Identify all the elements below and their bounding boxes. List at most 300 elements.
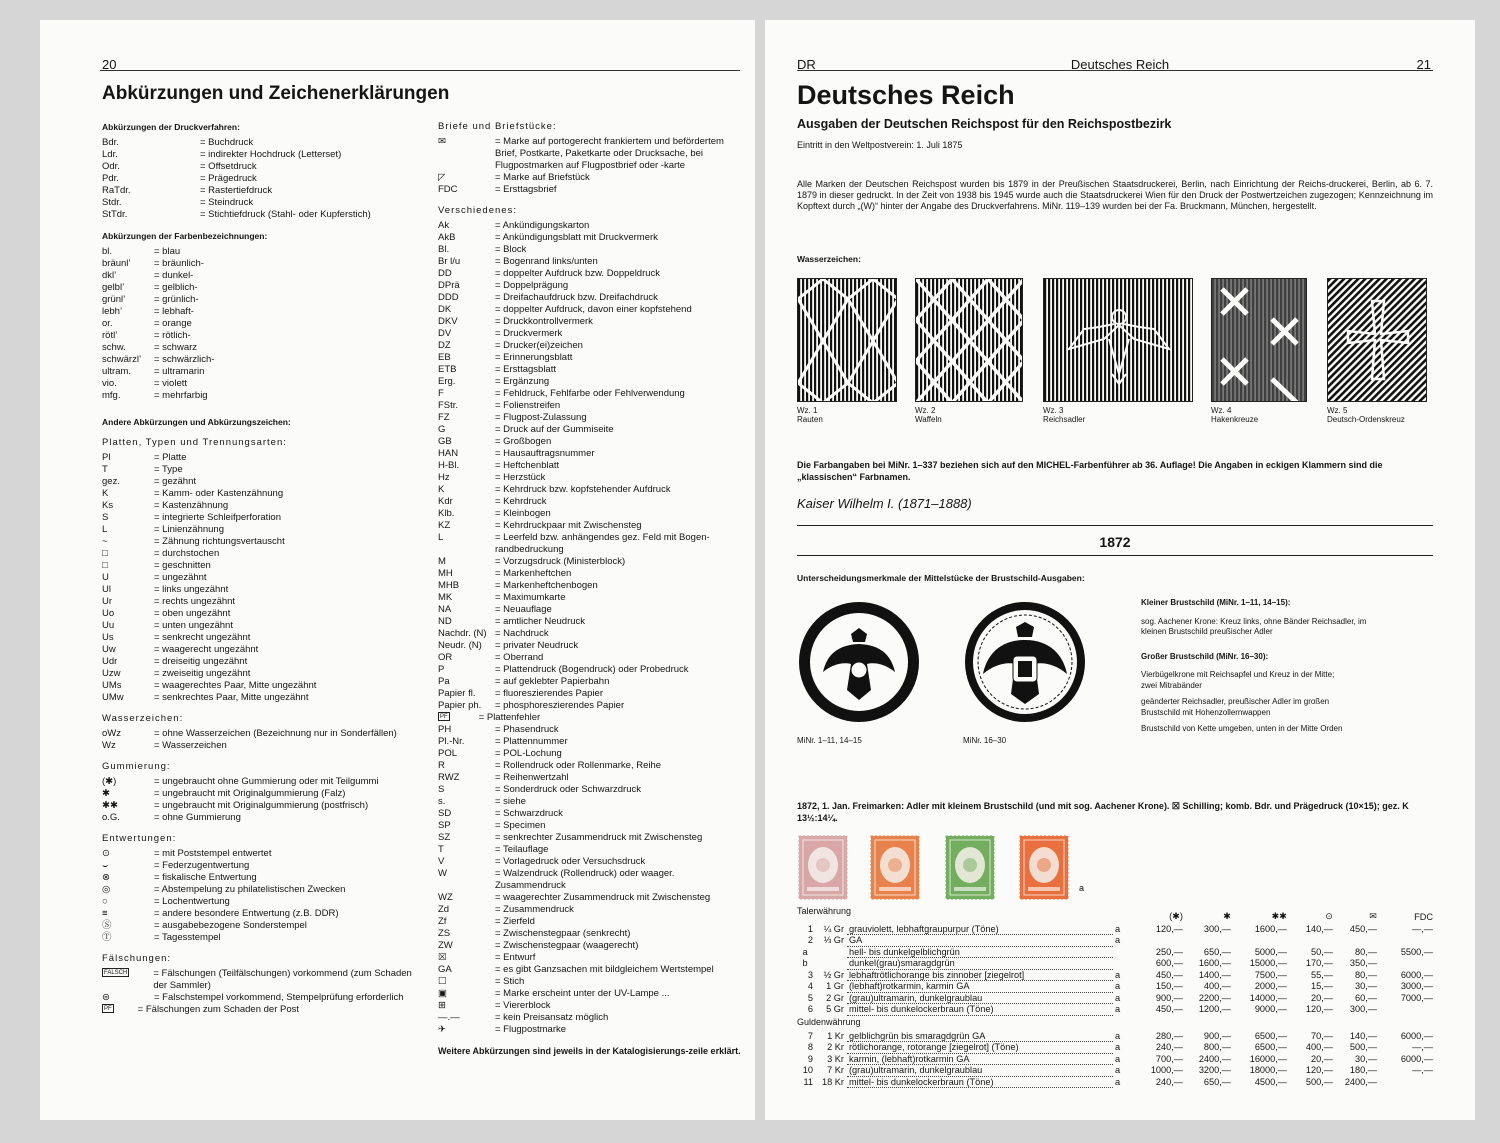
- platten-row: [102, 536, 427, 548]
- col-spacer: [847, 911, 1113, 923]
- versch-meaning: = Dreifachaufdruck bzw. Dreifachdruck: [495, 292, 658, 303]
- versch-meaning: = Zusammendruck: [495, 904, 574, 915]
- price-col-header: FDC: [1414, 911, 1433, 922]
- wasser-row: [102, 740, 427, 752]
- versch-row: [438, 616, 743, 628]
- versch-row: [438, 700, 743, 712]
- entwertung-abbr: Ⓣ: [102, 932, 112, 943]
- wz2-name: Waffeln: [915, 415, 942, 424]
- entwertung-row: [102, 908, 427, 920]
- versch-row: [438, 940, 743, 952]
- versch-row: [438, 640, 743, 652]
- color-description: (grau)ultramarin, dunkelgraublau: [847, 992, 1113, 1004]
- type-letter: a: [1115, 992, 1121, 1003]
- versch-row: [438, 400, 743, 412]
- farben-heading: Abkürzungen der Farbenbezeichnungen:: [102, 231, 268, 241]
- versch-meaning: = fluoreszierendes Papier: [495, 688, 603, 699]
- versch-row: [438, 808, 743, 820]
- wz5-no: Wz. 5: [1327, 406, 1348, 415]
- type-letter: a: [1115, 981, 1121, 992]
- versch-meaning: = Plattennummer: [495, 736, 568, 747]
- farben-row: [102, 354, 427, 366]
- klein-text: sog. Aachener Krone: Kreuz links, ohne Bänder Reichsadler, im kleinen Brustschild preußischer Adler: [1141, 616, 1367, 636]
- versch-meaning: = Marke erscheint unter der UV-Lampe ...: [495, 988, 670, 999]
- price-value: 16000,—: [1249, 1053, 1287, 1064]
- andere-heading: Andere Abkürzungen und Abkürzungszeichen:: [102, 417, 291, 427]
- versch-meaning: = kein Preisansatz möglich: [495, 1012, 609, 1023]
- gummi-meaning: = ungebraucht mit Originalgummierung (postfrisch): [154, 800, 369, 811]
- kaiser-heading: Kaiser Wilhelm I. (1871–1888): [797, 496, 972, 511]
- versch-abbr: GA: [438, 964, 452, 975]
- price-value: 300,—: [1349, 1004, 1377, 1015]
- price-row: [797, 1053, 1433, 1065]
- versch-row: [438, 460, 743, 472]
- versch-meaning: = Viererblock: [495, 1000, 551, 1011]
- versch-abbr: Papier ph.: [438, 700, 482, 711]
- price-value: 2400,—: [1198, 1053, 1231, 1064]
- druck-abbr: Pdr.: [102, 173, 119, 184]
- face-value: 1 Gr: [826, 981, 844, 992]
- versch-abbr: ETB: [438, 364, 457, 375]
- versch-row: [438, 472, 743, 484]
- farben-abbr: bl.: [102, 246, 113, 257]
- price-value: 1000,—: [1150, 1065, 1183, 1076]
- wz3-pattern-image: [1043, 278, 1193, 402]
- price-value: 3000,—: [1400, 981, 1433, 992]
- versch-abbr: H-Bl.: [438, 460, 460, 471]
- versch-row: [438, 448, 743, 460]
- farb-note: Die Farbangaben bei MiNr. 1–337 beziehen sich auf den MICHEL-Farbenführer ab 36. Auflage! Die Angaben in eckigen Klammern sind die „klassischen“ Farbnamen.: [797, 460, 1383, 482]
- versch-abbr: DD: [438, 268, 452, 279]
- versch-abbr: RWZ: [438, 772, 460, 783]
- versch-row: [438, 892, 743, 904]
- versch-row: [438, 436, 743, 448]
- versch-row: [438, 568, 743, 580]
- price-value: 5500,—: [1400, 946, 1433, 957]
- druck-row: [102, 197, 427, 209]
- versch-row: [438, 736, 743, 748]
- wz5-name: Deutsch-Ordenskreuz: [1327, 415, 1405, 424]
- gummi-abbr: ✱✱: [102, 800, 118, 811]
- versch-row: [438, 1024, 743, 1036]
- stamp-type-label: a: [1079, 883, 1085, 893]
- platten-row: [102, 656, 427, 668]
- wz2: [915, 278, 1023, 424]
- farben-abbr: schw.: [102, 342, 126, 353]
- price-value: 9000,—: [1254, 1004, 1287, 1015]
- farben-abbr: or.: [102, 318, 113, 329]
- versch-row: [438, 328, 743, 340]
- versch-abbr: DK: [438, 304, 452, 315]
- faelschung-row: [102, 968, 427, 992]
- wz5: [1327, 278, 1427, 424]
- farben-row: [102, 342, 427, 354]
- left-header-rule: [100, 55, 740, 71]
- platten-meaning: = Zähnung richtungsvertauscht: [154, 536, 285, 547]
- type-letter: a: [1115, 1065, 1121, 1076]
- gummi-heading: Gummierung:: [102, 761, 171, 772]
- druck-meaning: = Steindruck: [200, 197, 254, 208]
- faelschung-meaning: = Falschstempel vorkommend, Stempelprüfung erforderlich: [154, 992, 404, 1003]
- versch-row: [438, 628, 743, 640]
- type-letter: a: [1115, 1076, 1121, 1087]
- farben-abbr: lebh’: [102, 306, 123, 317]
- wz1: [797, 278, 897, 424]
- price-value: 1200,—: [1198, 1004, 1231, 1015]
- price-value: 55,—: [1311, 969, 1333, 980]
- price-value: [1135, 935, 1183, 947]
- platten-meaning: = zweiseitig ungezähnt: [154, 668, 251, 679]
- type-letter: a: [1115, 935, 1121, 946]
- versch-meaning: = waagerechter Zusammendruck mit Zwischensteg: [495, 892, 711, 903]
- price-value: 18000,—: [1249, 1065, 1287, 1076]
- versch-abbr: Nachdr. (N): [438, 628, 487, 639]
- price-value: —,—: [1412, 1042, 1433, 1053]
- faelschung-row: [102, 1004, 427, 1016]
- abbrev-column-right: [438, 112, 743, 1057]
- shield-large: [963, 600, 1088, 745]
- versch-meaning: = Walzendruck (Rollendruck) oder waager. Zusammendruck: [495, 868, 675, 891]
- versch-row: [438, 964, 743, 976]
- versch-abbr: T: [438, 844, 444, 855]
- versch-abbr: PH: [438, 724, 452, 735]
- price-value: [1377, 958, 1433, 970]
- versch-abbr: SD: [438, 808, 452, 819]
- versch-meaning: = Druck auf der Gummiseite: [495, 424, 614, 435]
- platten-abbr: K: [102, 488, 109, 499]
- versch-row: [438, 604, 743, 616]
- color-description: hell- bis dunkelgelblichgrün: [847, 946, 1113, 958]
- versch-row: [438, 952, 743, 964]
- price-value: 450,—: [1155, 1004, 1183, 1015]
- cat-number: 3: [807, 969, 813, 980]
- versch-row: [438, 916, 743, 928]
- wasser-meaning: = ohne Wasserzeichen (Bezeichnung nur in Sonderfällen): [154, 728, 397, 739]
- versch-row: [438, 304, 743, 316]
- entwertung-row: [102, 848, 427, 860]
- cat-number: 10: [802, 1065, 813, 1076]
- shield-small: [797, 600, 922, 745]
- price-value: 50,—: [1311, 946, 1333, 957]
- versch-abbr: Ak: [438, 220, 450, 231]
- versch-row: [438, 592, 743, 604]
- versch-abbr: S: [438, 784, 445, 795]
- platten-meaning: = Kastenzähnung: [154, 500, 229, 511]
- versch-meaning: = Ergänzung: [495, 376, 550, 387]
- versch-abbr: POL: [438, 748, 458, 759]
- color-description: (lebhaft)rotkarmin, karmin GA: [847, 981, 1113, 993]
- versch-meaning: = doppelter Aufdruck, davon einer kopfstehend: [495, 304, 692, 315]
- cat-number: 5: [807, 992, 813, 1003]
- farben-meaning: = mehrfarbig: [154, 390, 208, 401]
- platten-row: [102, 644, 427, 656]
- versch-meaning: = Folienstreifen: [495, 400, 561, 411]
- druck-meaning: = Offsetdruck: [200, 161, 257, 172]
- price-value: 2000,—: [1254, 981, 1287, 992]
- taler-heading: Talerwährung: [797, 906, 852, 916]
- versch-meaning: = Entwurf: [495, 952, 536, 963]
- versch-row: [438, 424, 743, 436]
- price-value: 20,—: [1311, 992, 1333, 1003]
- entwertung-meaning: = Lochentwertung: [154, 896, 230, 907]
- price-value: 650,—: [1203, 946, 1231, 957]
- druck-meaning: = Buchdruck: [200, 137, 254, 148]
- right-header-short: DR: [797, 57, 816, 72]
- stamp-image: [798, 835, 848, 900]
- platten-row: [102, 476, 427, 488]
- versch-meaning: = Nachdruck: [495, 628, 549, 639]
- price-value: 15000,—: [1249, 958, 1287, 969]
- briefe-heading: Briefe und Briefstücke:: [438, 121, 557, 132]
- face-value: 2 Kr: [827, 1042, 844, 1053]
- price-value: 6000,—: [1400, 1030, 1433, 1041]
- price-value: 650,—: [1203, 1076, 1231, 1087]
- druck-heading: Abkürzungen der Druckverfahren:: [102, 122, 240, 132]
- gummi-row: [102, 776, 427, 788]
- platten-abbr: Pl: [102, 452, 111, 463]
- wz4: [1211, 278, 1307, 424]
- col-spacer: [1113, 911, 1135, 923]
- versch-meaning: = doppelter Aufdruck bzw. Doppeldruck: [495, 268, 661, 279]
- price-value: —,—: [1412, 923, 1433, 934]
- face-value: 18 Kr: [822, 1076, 844, 1087]
- face-value: [817, 958, 847, 970]
- wasser-meaning: = Wasserzeichen: [154, 740, 227, 751]
- platten-row: [102, 548, 427, 560]
- versch-row: [438, 256, 743, 268]
- farben-meaning: = rötlich-: [154, 330, 191, 341]
- rule-top: [797, 525, 1433, 526]
- versch-meaning: = Rollendruck oder Rollenmarke, Reihe: [495, 760, 662, 771]
- versch-meaning: = Flugpost-Zulassung: [495, 412, 587, 423]
- versch-abbr: ☐: [438, 976, 447, 987]
- briefe-abbr: ◸: [438, 172, 446, 183]
- versch-row: [438, 244, 743, 256]
- price-value: 2400,—: [1344, 1076, 1377, 1087]
- price-value: 5000,—: [1254, 946, 1287, 957]
- versch-abbr: NA: [438, 604, 452, 615]
- farben-abbr: ultram.: [102, 366, 132, 377]
- gummi-abbr: (✱): [102, 776, 117, 787]
- platten-row: [102, 620, 427, 632]
- entwertung-row: [102, 860, 427, 872]
- wz4-no: Wz. 4: [1211, 406, 1232, 415]
- price-row: [797, 992, 1433, 1004]
- platten-row: [102, 488, 427, 500]
- farben-meaning: = violett: [154, 378, 188, 389]
- gummi-abbr: o.G.: [102, 812, 120, 823]
- color-description: grauviolett, lebhaftgraupurpur (Töne): [847, 923, 1113, 935]
- entwertung-abbr: ⌣: [102, 860, 109, 871]
- farben-meaning: = blau: [154, 246, 181, 257]
- versch-meaning: = senkrechter Zusammendruck mit Zwischensteg: [495, 832, 703, 843]
- gummi-row: [102, 812, 427, 824]
- versch-abbr: DKV: [438, 316, 458, 327]
- versch-row: [438, 748, 743, 760]
- color-description: rötlichorange, rotorange [ziegelrot] (Töne): [847, 1042, 1113, 1054]
- versch-meaning: = Drucker(ei)zeichen: [495, 340, 583, 351]
- farben-row: [102, 306, 427, 318]
- left-footer-note: Weitere Abkürzungen sind jeweils in der Katalogisierungs-zeile erklärt.: [438, 1046, 741, 1056]
- type-letter: a: [1115, 1053, 1121, 1064]
- versch-abbr: Zf: [438, 916, 447, 927]
- versch-abbr: Hz: [438, 472, 450, 483]
- face-value: ⅓ Gr: [823, 935, 844, 946]
- left-page: [40, 20, 755, 1120]
- versch-row: [438, 844, 743, 856]
- farben-meaning: = ultramarin: [154, 366, 205, 377]
- druck-meaning: = Stichtiefdruck (Stahl- oder Kupferstich): [200, 209, 371, 220]
- left-page-number: 20: [102, 57, 117, 72]
- versch-meaning: = POL-Lochung: [495, 748, 562, 759]
- versch-abbr: ZS: [438, 928, 451, 939]
- platten-row: [102, 584, 427, 596]
- versch-meaning: = amtlicher Neudruck: [495, 616, 586, 627]
- entwertung-meaning: = Federzugentwertung: [154, 860, 250, 871]
- price-value: [1377, 1004, 1433, 1016]
- cat-number: a: [802, 946, 808, 957]
- versch-abbr: FZ: [438, 412, 450, 423]
- versch-meaning: = Fehldruck, Fehlfarbe oder Fehlverwendung: [495, 388, 685, 399]
- type-letter: a: [1115, 969, 1121, 980]
- druck-abbr: StTdr.: [102, 209, 128, 220]
- stamp-2: [870, 835, 920, 900]
- versch-meaning: = Kehrdruckpaar mit Zwischensteg: [495, 520, 642, 531]
- entwertung-meaning: = ausgabebezogene Sonderstempel: [154, 920, 307, 931]
- gross-text-3: Brustschild von Kette umgeben, unten in der Mitte Orden: [1141, 724, 1343, 733]
- price-value: 450,—: [1349, 923, 1377, 934]
- platten-meaning: = unten ungezähnt: [154, 620, 233, 631]
- platten-heading: Platten, Typen und Trennungsarten:: [102, 437, 287, 448]
- platten-abbr: Uw: [102, 644, 116, 655]
- price-value: 140,—: [1349, 1030, 1377, 1041]
- type-letter: a: [1115, 1004, 1121, 1015]
- unters-heading: Unterscheidungsmerkmale der Mittelstücke der Brustschild-Ausgaben:: [797, 573, 1085, 583]
- versch-row: [438, 520, 743, 532]
- price-value: —,—: [1412, 1065, 1433, 1076]
- price-value: 30,—: [1355, 981, 1377, 992]
- versch-meaning: = Herzstück: [495, 472, 546, 483]
- cat-number: b: [802, 958, 808, 969]
- versch-meaning: = Markenheftchenbogen: [495, 580, 598, 591]
- versch-row: [438, 388, 743, 400]
- versch-abbr: WZ: [438, 892, 453, 903]
- platten-row: [102, 452, 427, 464]
- abbrev-column-left: [102, 112, 427, 1016]
- color-description: gelblichgrün bis smaragdgrün GA: [847, 1030, 1113, 1042]
- price-row: [797, 1030, 1433, 1042]
- versch-meaning: = Flugpostmarke: [495, 1024, 567, 1035]
- versch-abbr: V: [438, 856, 445, 867]
- versch-abbr: Neudr. (N): [438, 640, 482, 651]
- druck-row: [102, 137, 427, 149]
- color-description: lebhaftrötlichorange bis zinnober [ziegelrot]: [847, 969, 1113, 981]
- gummi-row: [102, 800, 427, 812]
- farben-row: [102, 294, 427, 306]
- price-value: 280,—: [1155, 1030, 1183, 1041]
- price-value: 2200,—: [1198, 992, 1231, 1003]
- versch-meaning: = Zwischenstegpaar (waagerecht): [495, 940, 639, 951]
- druck-meaning: = Rastertiefdruck: [200, 185, 273, 196]
- entwertung-meaning: = andere besondere Entwertung (z.B. DDR): [154, 908, 339, 919]
- entwertung-abbr: ○: [102, 896, 108, 907]
- entwertung-row: [102, 884, 427, 896]
- price-value: 6000,—: [1400, 969, 1433, 980]
- platten-row: [102, 596, 427, 608]
- farben-abbr: gelbl’: [102, 282, 125, 293]
- price-value: 7000,—: [1400, 992, 1433, 1003]
- versch-meaning: = Block: [495, 244, 527, 255]
- wasser-row: [102, 728, 427, 740]
- platten-meaning: = geschnitten: [154, 560, 211, 571]
- price-value: 6500,—: [1254, 1042, 1287, 1053]
- price-value: 80,—: [1355, 969, 1377, 980]
- versch-row: [438, 712, 743, 724]
- price-value: 150,—: [1155, 981, 1183, 992]
- versch-row: [438, 976, 743, 988]
- platten-abbr: □: [102, 548, 108, 559]
- versch-meaning: = Stich: [495, 976, 525, 987]
- shield-notes: [1141, 598, 1431, 735]
- platten-abbr: Ks: [102, 500, 114, 511]
- versch-abbr: MHB: [438, 580, 460, 591]
- platten-meaning: = Kamm- oder Kastenzähnung: [154, 488, 284, 499]
- versch-row: [438, 1000, 743, 1012]
- entwertung-row: [102, 896, 427, 908]
- faelschung-abbr: ⊜: [102, 992, 110, 1003]
- right-subtitle: Ausgaben der Deutschen Reichspost für den Reichspostbezirk: [797, 117, 1172, 131]
- gummi-meaning: = ungebraucht ohne Gummierung oder mit Teilgummi: [154, 776, 379, 787]
- farben-meaning: = schwärzlich-: [154, 354, 215, 365]
- versch-row: [438, 412, 743, 424]
- versch-abbr: s.: [438, 796, 446, 807]
- price-value: 120,—: [1155, 923, 1183, 934]
- price-row: [797, 923, 1433, 935]
- price-value: 30,—: [1355, 1053, 1377, 1064]
- druck-meaning: = indirekter Hochdruck (Letterset): [200, 149, 342, 160]
- farben-row: [102, 330, 427, 342]
- price-value: 4500,—: [1254, 1076, 1287, 1087]
- cat-number: 6: [807, 1004, 813, 1015]
- faelschung-row: [102, 992, 427, 1004]
- druck-row: [102, 161, 427, 173]
- wz3-name: Reichsadler: [1043, 415, 1086, 424]
- versch-abbr: Br l/u: [438, 256, 461, 267]
- druck-abbr: Bdr.: [102, 137, 119, 148]
- platten-row: [102, 632, 427, 644]
- farben-meaning: = gelblich-: [154, 282, 198, 293]
- versch-abbr: Pl.-Nr.: [438, 736, 465, 747]
- versch-meaning: = Schwarzdruck: [495, 808, 563, 819]
- shield-small-label: MiNr. 1–11, 14–15: [797, 736, 862, 745]
- cat-number: 9: [807, 1053, 813, 1064]
- cat-number: 2: [807, 935, 813, 946]
- druck-row: [102, 209, 427, 221]
- versch-meaning: = Maximumkarte: [495, 592, 566, 603]
- versch-meaning: = Großbogen: [495, 436, 552, 447]
- gross-text-2: geänderter Reichsadler, preußischer Adler im großen Brustschild mit Hohenzollernwappen: [1141, 697, 1330, 717]
- price-value: 500,—: [1305, 1076, 1333, 1087]
- farben-abbr: vio.: [102, 378, 117, 389]
- platten-row: [102, 572, 427, 584]
- platten-abbr: Uzw: [102, 668, 121, 679]
- versch-row: [438, 820, 743, 832]
- face-value: [817, 946, 847, 958]
- platten-abbr: Uu: [102, 620, 115, 631]
- versch-meaning: = Kleinbogen: [495, 508, 551, 519]
- versch-abbr: ZW: [438, 940, 453, 951]
- farben-row: [102, 390, 427, 402]
